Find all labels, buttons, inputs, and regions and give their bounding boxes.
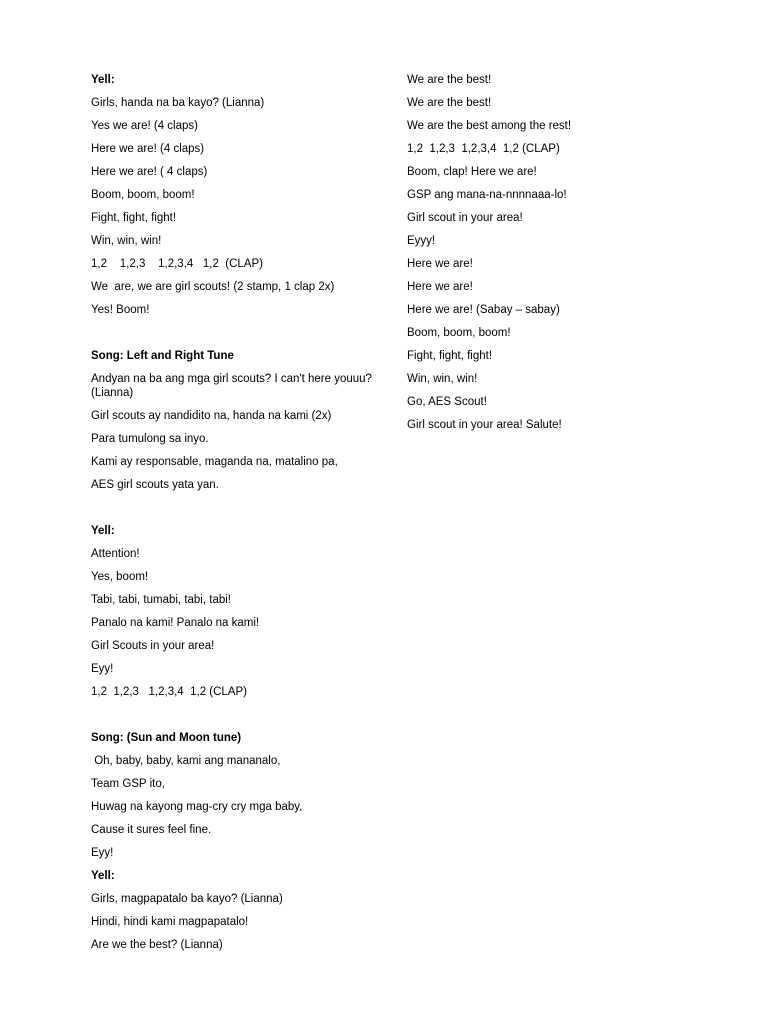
- text-line: Girl Scouts in your area!: [91, 640, 215, 652]
- text-line: 1,2 1,2,3 1,2,3,4 1,2 (CLAP): [91, 686, 247, 698]
- text-line: We are, we are girl scouts! (2 stamp, 1 clap 2x): [91, 281, 335, 293]
- text-line: Para tumulong sa inyo.: [91, 433, 209, 445]
- text-line: Boom, boom, boom!: [91, 189, 195, 201]
- text-line: Eyyy!: [407, 235, 436, 247]
- text-line: Panalo na kami! Panalo na kami!: [91, 617, 260, 629]
- text-line: Cause it sures feel fine.: [91, 824, 212, 836]
- paragraph-spacer: [91, 501, 381, 524]
- text-line: Boom, boom, boom!: [407, 327, 511, 339]
- right-column: [407, 73, 707, 441]
- text-line: Go, AES Scout!: [407, 396, 487, 408]
- text-line: Are we the best? (Lianna): [91, 939, 223, 951]
- section-heading: Yell:: [91, 870, 115, 882]
- text-line: Boom, clap! Here we are!: [407, 166, 537, 178]
- text-line: Here we are!: [407, 281, 473, 293]
- text-line: We are the best among the rest!: [407, 120, 572, 132]
- text-line: Fight, fight, fight!: [407, 350, 493, 362]
- text-line: We are the best!: [407, 97, 492, 109]
- section-heading: Yell:: [91, 74, 115, 86]
- text-line: Fight, fight, fight!: [91, 212, 177, 224]
- text-line: Here we are! (Sabay – sabay): [407, 304, 560, 316]
- text-line: Yes, boom!: [91, 571, 149, 583]
- text-line: Yes we are! (4 claps): [91, 120, 198, 132]
- text-line: Hindi, hindi kami magpapatalo!: [91, 916, 249, 928]
- text-line: Tabi, tabi, tumabi, tabi, tabi!: [91, 594, 231, 606]
- text-line: AES girl scouts yata yan.: [91, 479, 219, 491]
- text-line: Girls, handa na ba kayo? (Lianna): [91, 97, 265, 109]
- section-heading: Song: (Sun and Moon tune): [91, 732, 242, 744]
- left-column: [91, 73, 381, 961]
- text-line: Girls, magpapatalo ba kayo? (Lianna): [91, 893, 283, 905]
- text-line: GSP ang mana-na-nnnnaaa-lo!: [407, 189, 567, 201]
- paragraph-spacer: [91, 708, 381, 731]
- text-line: Girl scout in your area! Salute!: [407, 419, 562, 431]
- section-heading: Song: Left and Right Tune: [91, 350, 234, 362]
- text-line: 1,2 1,2,3 1,2,3,4 1,2 (CLAP): [407, 143, 560, 155]
- text-line: Here we are! (4 claps): [91, 143, 205, 155]
- text-line: Win, win, win!: [407, 373, 478, 385]
- text-line: Here we are!: [407, 258, 473, 270]
- text-line: We are the best!: [407, 74, 492, 86]
- text-line: Oh, baby, baby, kami ang mananalo,: [91, 755, 281, 767]
- text-line: Win, win, win!: [91, 235, 162, 247]
- section-heading: Yell:: [91, 525, 115, 537]
- text-line: Attention!: [91, 548, 140, 560]
- text-line: Here we are! ( 4 claps): [91, 166, 208, 178]
- text-line: Andyan na ba ang mga girl scouts? I can't here youuu? (Lianna): [91, 373, 376, 399]
- text-line: Yes! Boom!: [91, 304, 150, 316]
- paragraph-spacer: [91, 326, 381, 349]
- text-line: Eyy!: [91, 663, 114, 675]
- text-line: Girl scouts ay nandidito na, handa na kami (2x): [91, 410, 332, 422]
- text-line: Team GSP ito,: [91, 778, 165, 790]
- text-line: Eyy!: [91, 847, 114, 859]
- text-line: Kami ay responsable, maganda na, matalino pa,: [91, 456, 338, 468]
- text-line: 1,2 1,2,3 1,2,3,4 1,2 (CLAP): [91, 258, 263, 270]
- text-line: Girl scout in your area!: [407, 212, 523, 224]
- text-line: Huwag na kayong mag-cry cry mga baby,: [91, 801, 303, 813]
